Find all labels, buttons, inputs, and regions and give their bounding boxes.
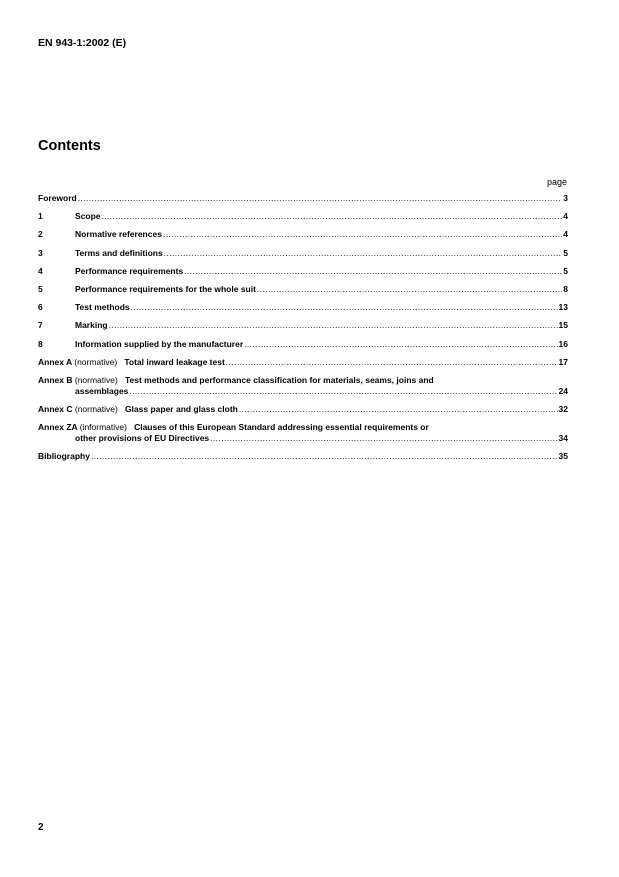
- toc-entry[interactable]: 3 Terms and definitions ..... 5: [38, 248, 568, 266]
- document-id: EN 943-1:2002 (E): [38, 37, 127, 49]
- toc-entry-bibliography[interactable]: Bibliography ..... 35: [38, 451, 568, 469]
- toc-entry-annex-a[interactable]: Annex A (normative) Total inward leakage test ..... 17: [38, 357, 568, 375]
- toc-entry-annex-za[interactable]: Annex ZA (informative) Clauses of this European Standard addressing essential requirements or other provisions of EU Directives ..... 34: [38, 422, 568, 444]
- toc-entry[interactable]: 2 Normative references ..... 4: [38, 229, 568, 247]
- table-of-contents: [38, 193, 568, 469]
- page-column-label: page: [546, 177, 567, 187]
- toc-entry[interactable]: 8 Information supplied by the manufacturer ..... 16: [38, 339, 568, 357]
- toc-entry[interactable]: 7 Marking ..... 15: [38, 320, 568, 338]
- toc-entry[interactable]: 1 Scope ..... 4: [38, 211, 568, 229]
- page-title: Contents: [38, 138, 101, 154]
- toc-entry[interactable]: 4 Performance requirements ..... 5: [38, 266, 568, 284]
- toc-entry-annex-c[interactable]: Annex C (normative) Glass paper and glass cloth ..... 32: [38, 404, 568, 422]
- toc-entry[interactable]: 5 Performance requirements for the whole suit ..... 8: [38, 284, 568, 302]
- toc-entry-annex-b[interactable]: Annex B (normative) Test methods and performance classification for materials, seams, joins and assemblages ..... 24: [38, 375, 568, 397]
- toc-entry-foreword[interactable]: Foreword ..... 3: [38, 193, 568, 211]
- page-number: 2: [38, 822, 44, 833]
- toc-entry[interactable]: 6 Test methods ..... 13: [38, 302, 568, 320]
